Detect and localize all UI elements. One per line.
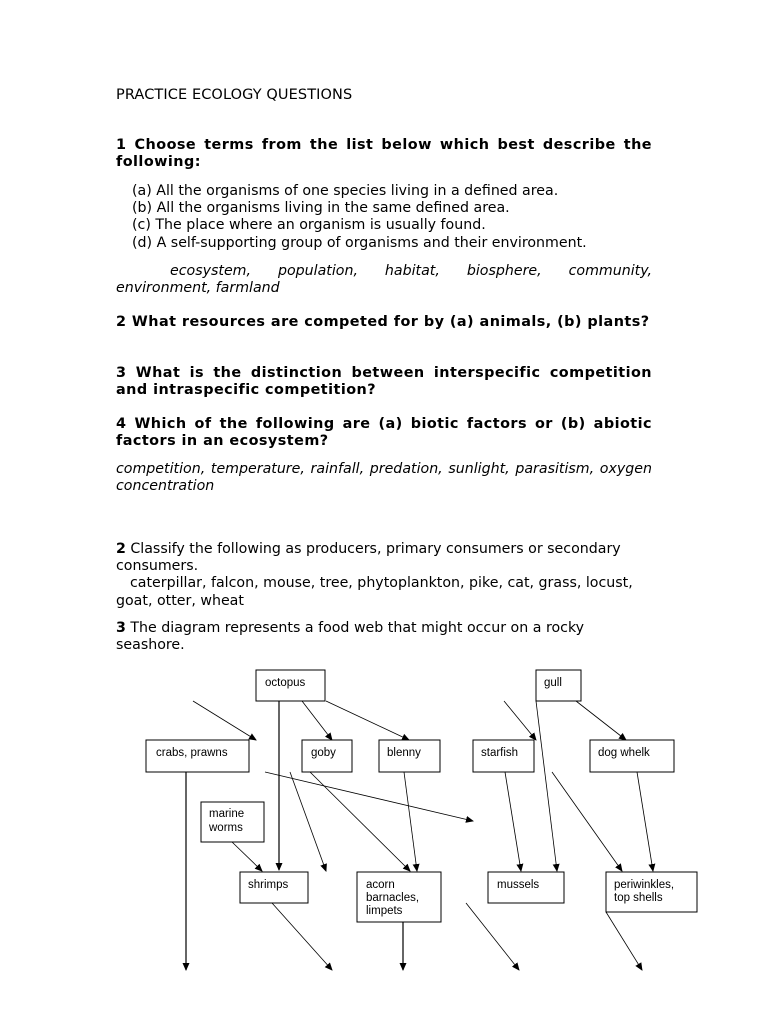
organism-label: worms (209, 822, 243, 834)
organism-dog-whelk (590, 740, 674, 772)
food-web-arrow (232, 842, 262, 871)
question-2: 2 What resources are competed for by (a) animals, (b) plants? (116, 314, 650, 330)
food-web-arrow (606, 912, 642, 970)
organism-octopus (256, 670, 325, 701)
part-3-text: The diagram represents a food web that might occur on a rocky seashore. (116, 620, 585, 654)
food-web-arrow (637, 772, 653, 871)
part-2-question (116, 541, 656, 610)
page-title: PRACTICE ECOLOGY QUESTIONS (116, 87, 353, 103)
food-web-arrow (272, 903, 332, 970)
organism-label: top shells (614, 892, 663, 904)
food-web-arrow (505, 772, 521, 871)
organism-marine-worms (201, 802, 264, 842)
food-web-arrow (576, 701, 626, 740)
food-web-arrow (290, 772, 326, 871)
organism-crabs-prawns (146, 740, 249, 772)
food-web-diagram (0, 660, 768, 1024)
organism-label: periwinkles, (614, 879, 675, 891)
question-4-terms: competition, temperature, rainfall, predation, sunlight, parasitism, oxygen concentration (116, 461, 652, 495)
organism-label: marine (209, 808, 245, 820)
organism-label: shrimps (248, 879, 289, 891)
organism-label: blenny (387, 747, 421, 759)
organism-label: starfish (481, 747, 519, 759)
food-web-arrow (552, 772, 622, 871)
food-web-arrow (536, 701, 557, 871)
organism-label: crabs, prawns (156, 747, 228, 759)
part-2-number: 2 (116, 541, 126, 557)
part-2-list: caterpillar, falcon, mouse, tree, phytoplankton, pike, cat, grass, locust, goat, otter, wheat (116, 575, 633, 609)
organism-label: dog whelk (598, 747, 650, 759)
food-web-arrow (265, 772, 473, 821)
organism-label: mussels (497, 879, 540, 891)
question-1-terms: ecosystem, population, habitat, biosphere, community, environment, farmland (116, 263, 652, 297)
list-item: (b) All the organisms living in the same defined area. (132, 200, 510, 217)
food-web-arrow (404, 772, 417, 871)
part-3-question (116, 620, 656, 654)
list-item: (c) The place where an organism is usually found. (132, 217, 486, 234)
organism-shrimps (240, 872, 308, 903)
part-2-text: Classify the following as producers, primary consumers or secondary consumers. (116, 541, 621, 575)
organism-acorn-barnacles-limpets (357, 872, 441, 922)
organism-label: barnacles, (366, 892, 420, 904)
organism-periwinkles-top-shells (606, 872, 697, 912)
question-3: 3 What is the distinction between interspecific competition and intraspecific competition? (116, 365, 652, 398)
organism-starfish (473, 740, 534, 772)
organism-label: gull (544, 677, 562, 689)
question-1: 1 Choose terms from the list below which best describe the following: (116, 137, 652, 170)
organism-goby (302, 740, 352, 772)
food-web-arrow (326, 701, 409, 740)
organism-label: goby (311, 747, 336, 759)
food-web-arrow (466, 903, 519, 970)
part-3-number: 3 (116, 620, 126, 636)
food-web-arrow (193, 701, 256, 740)
food-web-arrow (310, 772, 410, 871)
list-item: (d) A self-supporting group of organisms and their environment. (132, 234, 587, 251)
organism-label: acorn (366, 879, 395, 891)
question-4: 4 Which of the following are (a) biotic factors or (b) abiotic factors in an ecosystem? (116, 416, 652, 449)
organism-label: limpets (366, 905, 403, 917)
food-web-arrow (302, 701, 332, 740)
question-1-items (132, 183, 587, 252)
organism-blenny (379, 740, 440, 772)
food-web-arrow (504, 701, 536, 740)
organism-gull (536, 670, 581, 701)
organism-mussels (488, 872, 564, 903)
organism-label: octopus (265, 677, 306, 689)
list-item: (a) All the organisms of one species living in a defined area. (132, 183, 559, 199)
